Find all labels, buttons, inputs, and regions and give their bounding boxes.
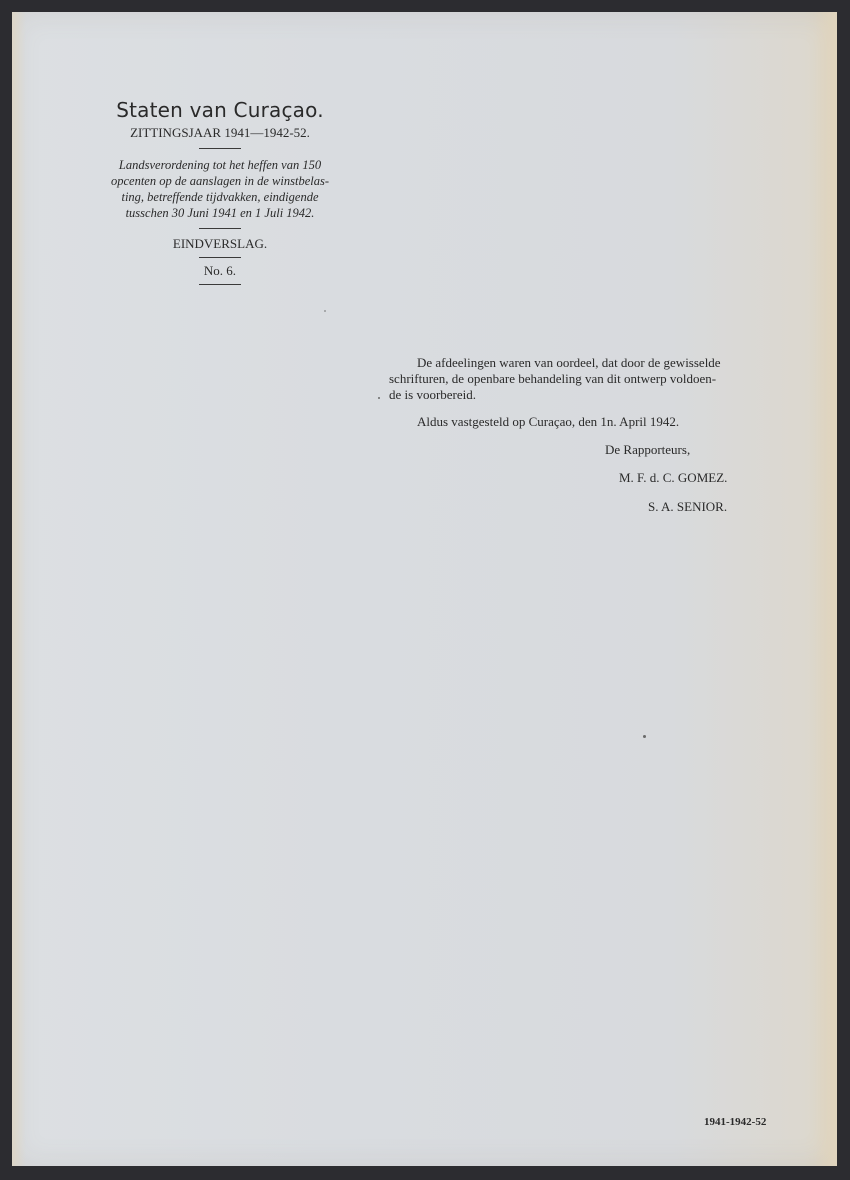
paragraph-line: schrifturen, de openbare behandeling van dit ontwerp voldoen- (389, 371, 717, 386)
divider (199, 148, 241, 149)
subject-line: Landsverordening tot het heffen van 150 (118, 158, 322, 172)
session-year: ZITTINGSJAAR 1941—1942-52. (130, 125, 310, 140)
report-type: EINDVERSLAG. (172, 236, 268, 251)
report-number: No. 6. (203, 263, 237, 278)
signatory-senior: S. A. SENIOR. (648, 499, 728, 514)
subject-line: tusschen 30 Juni 1941 en 1 Juli 1942. (125, 206, 315, 220)
divider (199, 228, 241, 229)
paper-speck (643, 735, 646, 738)
paper-speck (378, 397, 380, 399)
signatory-gomez: M. F. d. C. GOMEZ. (619, 470, 728, 485)
subject-line: ting, betreffende tijdvakken, eindigende (121, 190, 319, 204)
document-title: Staten van Curaçao. (116, 98, 324, 122)
signature-heading: De Rapporteurs, (605, 442, 691, 457)
divider (199, 284, 241, 285)
document-header (70, 97, 370, 293)
divider (199, 257, 241, 258)
subject-text (70, 157, 370, 221)
report-body (389, 355, 789, 430)
paper-edge-left (12, 12, 26, 1166)
body-paragraph (389, 355, 789, 403)
paper-speck (324, 310, 326, 312)
paper-edge-right (815, 12, 837, 1166)
paragraph-line: De afdeelingen waren van oordeel, dat door de gewisselde (417, 355, 721, 370)
closing-line: Aldus vastgesteld op Curaçao, den 1n. April 1942. (417, 414, 680, 429)
document-page (12, 12, 837, 1166)
subject-line: opcenten op de aanslagen in de winstbelas- (110, 174, 330, 188)
paragraph-line: de is voorbereid. (389, 387, 477, 402)
footer-code: 1941-1942-52 (704, 1116, 767, 1128)
